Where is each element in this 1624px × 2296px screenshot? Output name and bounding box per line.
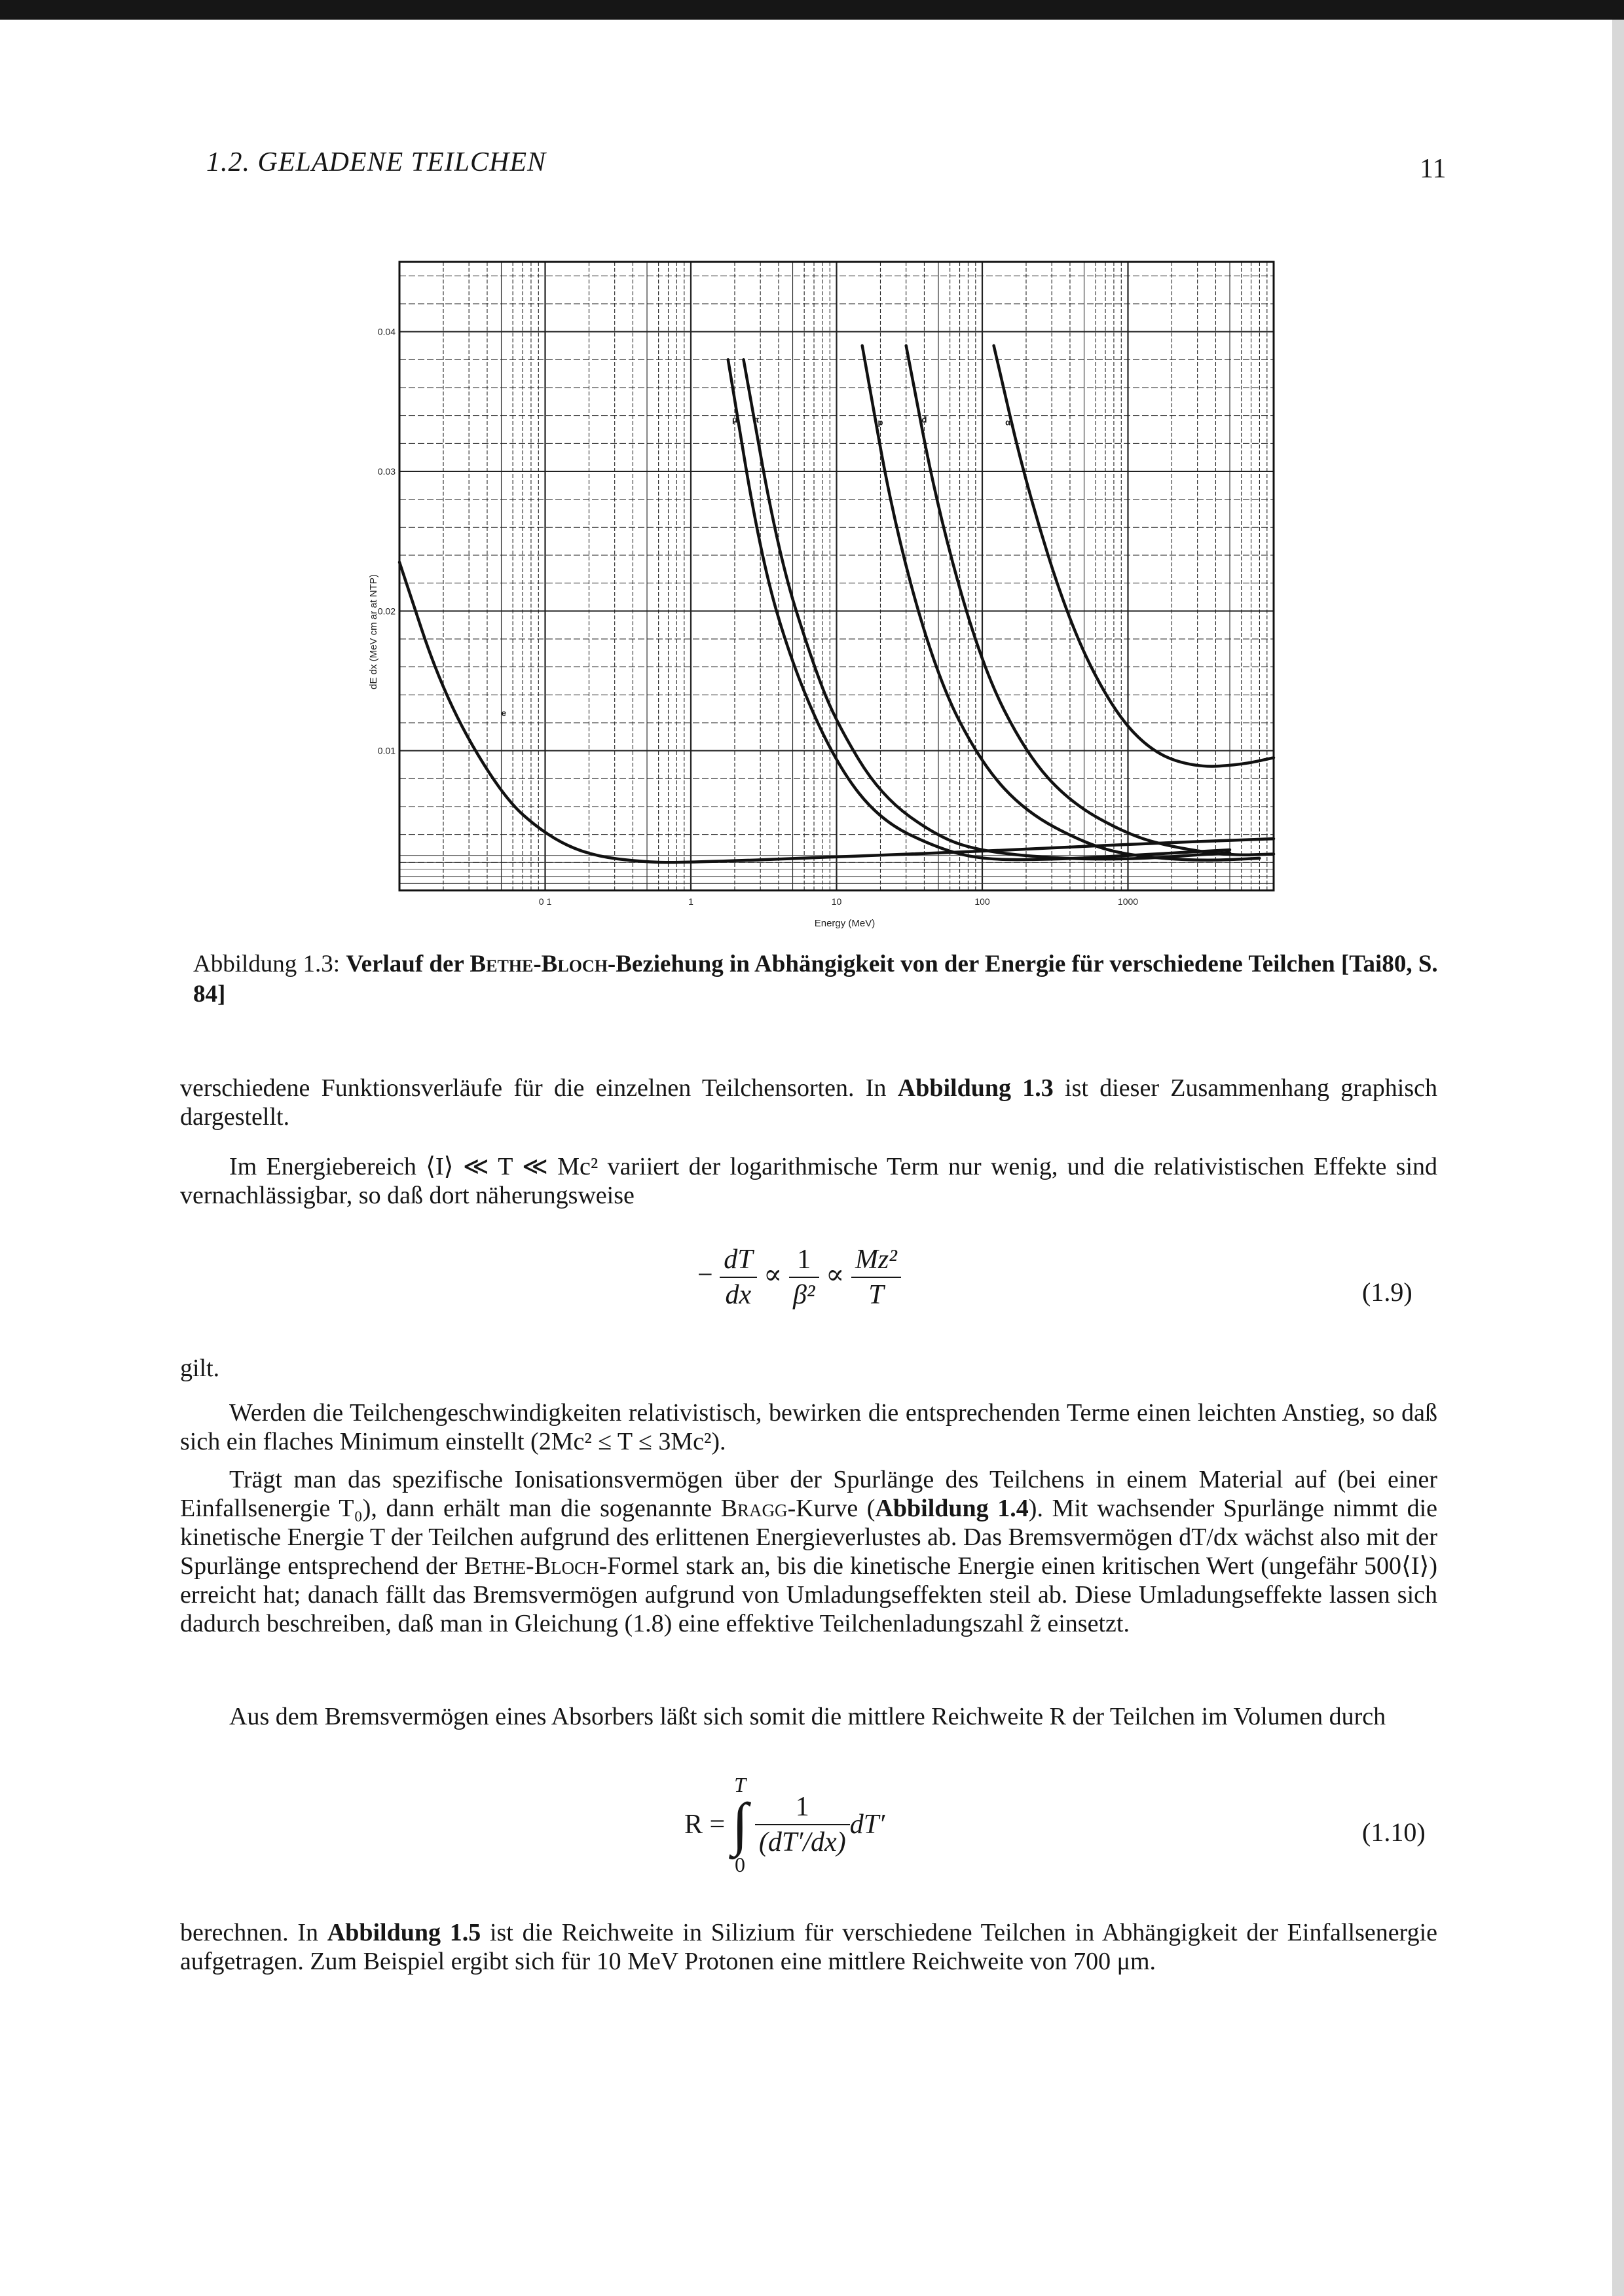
y-tick-label: 0.03 (377, 466, 396, 477)
paragraph-4 (180, 1465, 1437, 1638)
eq19-Mz: Mz² (851, 1244, 901, 1278)
x-tick-label: 10 (831, 896, 842, 907)
paragraph-1 (180, 1074, 1437, 1131)
integral-sign: ∫ (731, 1792, 748, 1857)
curve-μ (728, 359, 1230, 860)
curve-label-e: e (501, 708, 506, 718)
x-axis-ticks (539, 896, 1139, 907)
y-axis-ticks (378, 327, 396, 756)
curve-π (744, 359, 1230, 859)
curve-label-α: α (1005, 417, 1011, 428)
scan-border (0, 0, 1624, 20)
p4-ref: Abbildung 1.4 (875, 1495, 1029, 1522)
eq19-minus: − (697, 1260, 713, 1290)
y-tick-label: 0.04 (377, 326, 396, 337)
paragraph-5 (180, 1702, 1437, 1731)
p4-bethe-bloch: Bethe-Bloch (464, 1552, 599, 1580)
curve-label-π: π (752, 414, 760, 425)
y-axis-label: dE dx (MeV cm ar at NTP) (368, 574, 379, 689)
eq110-R: R = (684, 1810, 726, 1840)
eq19-prop-2: ∝ (826, 1260, 845, 1290)
p1-text: verschiedene Funktionsverläufe für die einzelnen Teilchensorten. In (180, 1074, 898, 1102)
p6-text-a: berechnen. In (180, 1919, 327, 1946)
chart-grid (399, 262, 1274, 890)
p2-text: Im Energiebereich ⟨I⟩ ≪ T ≪ Mc² variiert der logarithmische Term nur wenig, und die relativistischen Effekte sind vernachlässigbar, so daß dort näherungsweise (180, 1153, 1437, 1209)
equation-1-9 (697, 1244, 901, 1311)
eq110-dT: dT′ (849, 1810, 885, 1840)
figure-caption (193, 949, 1444, 1010)
p4-text-a: Trägt man das spezifische Ionisationsvermögen über der Spurlänge des Teilchens in einem Material auf (bei einer Einfallsenergie T₀), dann erhält man die sogenannte (180, 1466, 1437, 1522)
curve-α (994, 346, 1274, 766)
caption-label: Abbildung 1.3: (193, 951, 341, 977)
equation-number-1-9: (1.9) (1362, 1277, 1412, 1307)
bethe-bloch-figure (347, 252, 1303, 936)
eq110-denominator: (dT′/dx) (758, 1827, 846, 1857)
p6-text-b: ist die Reichweite in Silizium für verschiedene Teilchen in Abhängigkeit der Einfallsenergie aufgetragen. Zum Beispiel ergibt sich für 10 MeV Protonen eine mittlere Reichweite von 700 μm. (180, 1919, 1437, 1975)
p3-text: Werden die Teilchengeschwindigkeiten relativistisch, bewirken die entsprechenden Terme einen leichten Anstieg, so daß sich ein flaches Minimum einstellt (2Mc² ≤ T ≤ 3Mc²). (180, 1399, 1437, 1455)
p4-bragg: Bragg (720, 1495, 788, 1522)
paragraph-3 (180, 1398, 1437, 1456)
paragraph-gilt: gilt. (180, 1355, 220, 1382)
eq19-beta: β² (792, 1280, 815, 1310)
y-tick-label: 0.02 (377, 606, 396, 617)
x-tick-label: 100 (974, 896, 990, 907)
p4-text-b: -Kurve ( (787, 1495, 876, 1522)
p1-text-end: ist dieser Zusammenhang graphisch dargestellt. (180, 1074, 1437, 1131)
p4-text-c: ). Mit wachsender Spurlänge nimmt die kinetische Energie T der Teilchen aufgrund des erlittenen Energieverlustes ab. Das Bremsvermögen dT/dx wächst also mit der Spurlänge entsprechend der (180, 1495, 1438, 1580)
eq19-dT: dT (720, 1244, 756, 1278)
curve-label-p: p (877, 417, 883, 428)
caption-text-end: -Beziehung in Abhängigkeit von der Energie für verschiedene Teilchen [Tai80, S. 84] (193, 951, 1438, 1008)
eq19-T: T (868, 1280, 884, 1310)
curve-label-d: d (921, 414, 927, 425)
x-tick-label: 0 1 (538, 896, 552, 907)
running-head: 1.2. GELADENE TEILCHEN (206, 147, 547, 177)
x-tick-label: 1 (688, 896, 693, 907)
p4-text-d: -Formel stark an, bis die kinetische Energie einen kritischen Wert (ungefähr 500⟨I⟩) erreicht hat; danach fällt das Bremsvermögen aufgrund von Umladungseffekten steil ab. Diese Umladungseffekte lassen sich dadurch beschreiben, daß man in Gleichung (1.8) eine effektive Teilchenladungszahl z̃ einsetzt. (180, 1552, 1437, 1637)
p1-ref: Abbildung 1.3 (897, 1074, 1054, 1102)
eq19-prop-1: ∝ (764, 1260, 783, 1290)
paragraph-6 (180, 1918, 1437, 1976)
eq19-one: 1 (789, 1244, 819, 1278)
curve-label-μ: μ (731, 414, 737, 425)
eq110-upper-limit: T (734, 1773, 746, 1796)
curve-labels (502, 414, 1010, 718)
eq110-one: 1 (755, 1791, 850, 1825)
page-edge-shadow (1612, 20, 1624, 2296)
p5-text: Aus dem Bremsvermögen eines Absorbers läßt sich somit die mittlere Reichweite R der Teilchen im Volumen durch (229, 1703, 1386, 1730)
equation-number-1-10: (1.10) (1362, 1817, 1426, 1847)
eq110-lower-limit: 0 (735, 1853, 746, 1876)
caption-text-start: Verlauf der (346, 951, 470, 977)
paragraph-2 (180, 1152, 1437, 1210)
p6-ref: Abbildung 1.5 (327, 1919, 481, 1946)
equation-1-10 (684, 1774, 885, 1875)
y-tick-label: 0.01 (377, 745, 396, 756)
x-axis-label: Energy (MeV) (814, 918, 876, 929)
caption-name: Bethe-Bloch (470, 951, 608, 977)
page-number: 11 (1420, 154, 1447, 184)
x-tick-label: 1000 (1117, 896, 1139, 907)
eq19-dx: dx (725, 1280, 752, 1310)
